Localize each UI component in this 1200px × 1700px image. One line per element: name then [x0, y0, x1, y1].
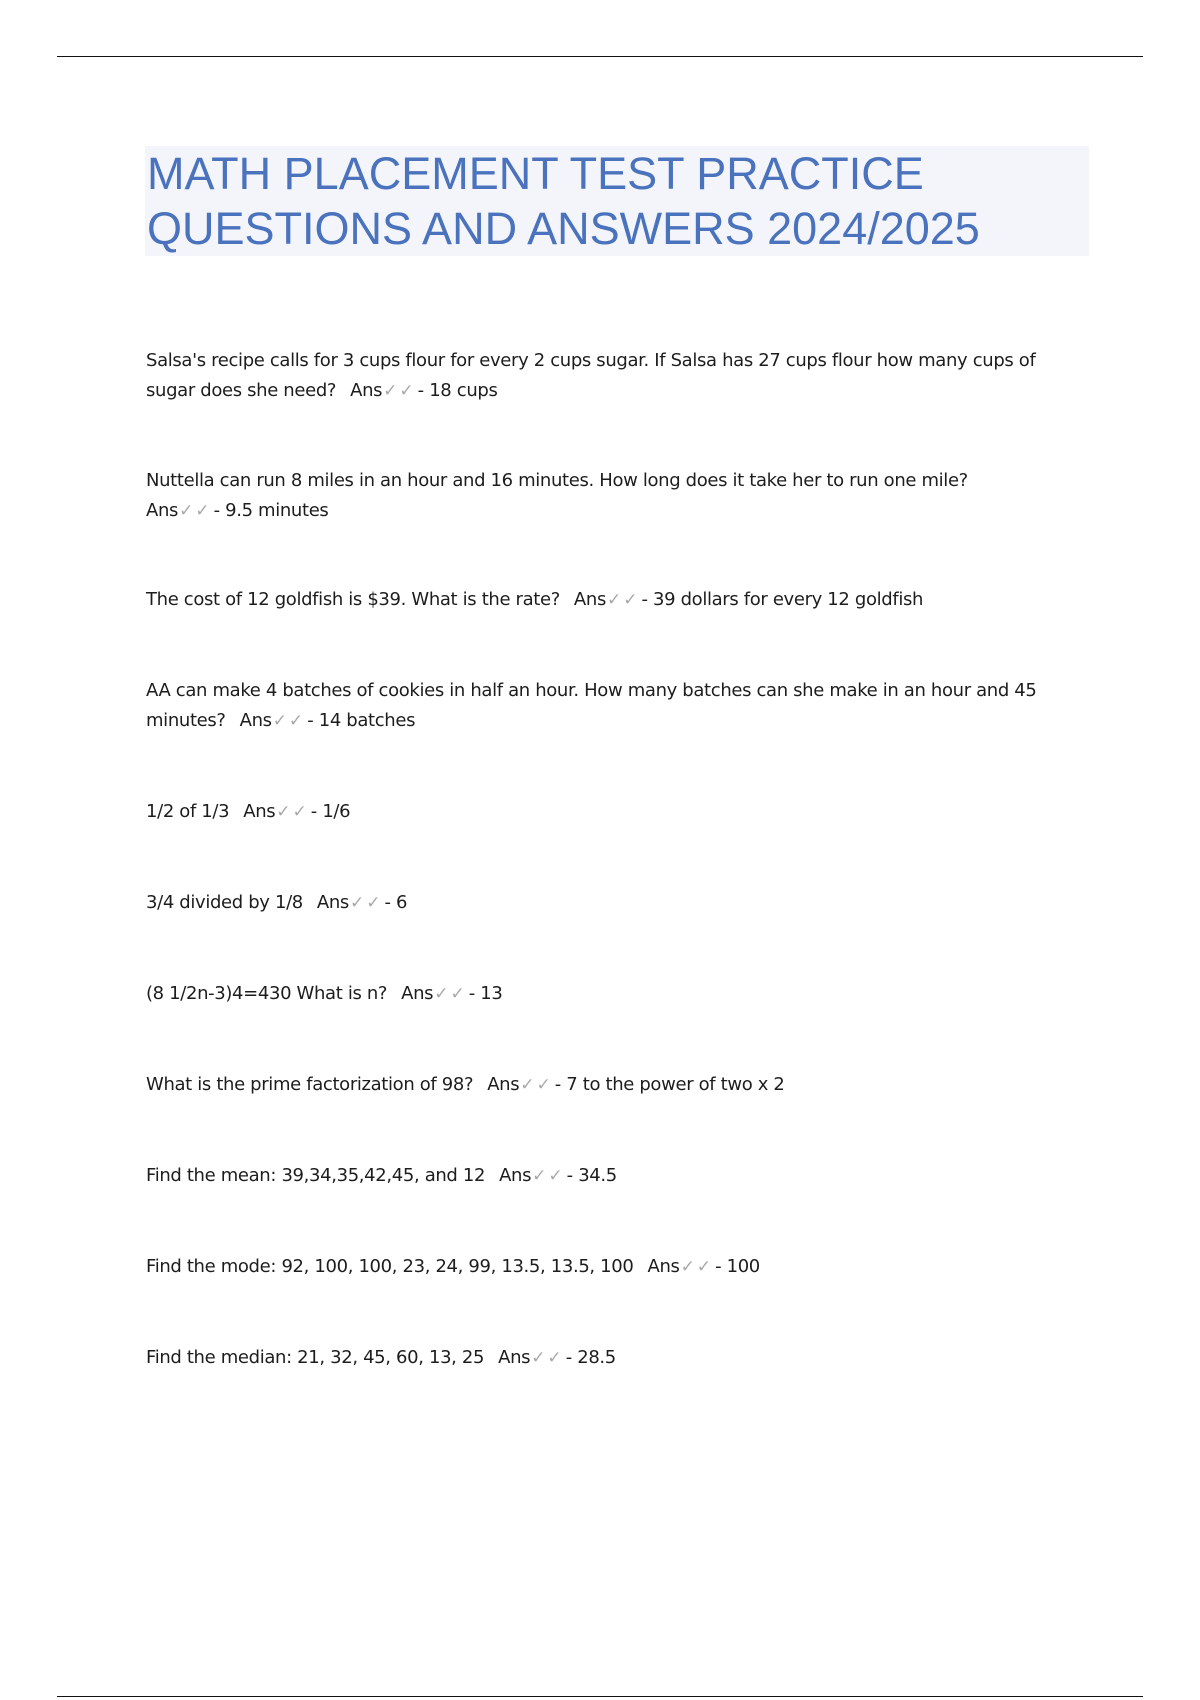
- answer-label: Ans: [243, 801, 276, 822]
- question-text: 3/4 divided by 1/8: [146, 892, 303, 913]
- check-icon: ✓✓: [680, 1257, 714, 1277]
- answer-separator: -: [417, 380, 430, 401]
- question-text: AA can make 4 batches of cookies in half an hour. How many batches can she make in an hour and 45 minutes?: [146, 680, 1037, 731]
- check-icon: ✓✓: [383, 381, 416, 401]
- answer-text: 9.5 minutes: [225, 500, 329, 521]
- answer-text: 39 dollars for every 12 goldfish: [653, 589, 924, 610]
- qa-item-8: [146, 1070, 1066, 1100]
- answer-separator: -: [554, 1074, 567, 1095]
- answer-text: 13: [480, 983, 503, 1004]
- qa-item-7: [146, 979, 1066, 1009]
- answer-label: Ans: [498, 1347, 531, 1368]
- question-text: (8 1/2n-3)4=430 What is n?: [146, 983, 388, 1004]
- qa-item-2: [146, 466, 1066, 526]
- qa-item-1: [146, 346, 1066, 406]
- check-icon: ✓✓: [272, 711, 306, 731]
- qa-item-4: [146, 676, 1066, 736]
- answer-text: 28.5: [577, 1347, 616, 1368]
- answer-text: 100: [726, 1256, 760, 1277]
- answer-label: Ans: [647, 1256, 680, 1277]
- qa-item-9: [146, 1161, 1066, 1191]
- check-icon: ✓✓: [276, 802, 309, 822]
- answer-separator: -: [566, 1165, 579, 1186]
- title-line-2: QUESTIONS AND ANSWERS 2024/2025: [147, 203, 980, 254]
- answer-separator: -: [715, 1256, 727, 1277]
- check-icon: ✓✓: [532, 1166, 565, 1186]
- qa-item-11: [146, 1343, 1066, 1373]
- check-icon: ✓✓: [349, 893, 383, 913]
- header-rule: [57, 56, 1143, 57]
- question-text: Find the mean: 39,34,35,42,45, and 12: [146, 1165, 486, 1186]
- qa-item-10: [146, 1252, 1066, 1282]
- answer-label: Ans: [487, 1074, 520, 1095]
- answer-separator: -: [641, 589, 654, 610]
- qa-item-6: [146, 888, 1066, 918]
- qa-item-5: [146, 797, 1066, 827]
- answer-separator: -: [213, 500, 226, 521]
- answer-text: 34.5: [578, 1165, 617, 1186]
- check-icon: ✓✓: [606, 590, 640, 610]
- answer-separator: -: [310, 801, 323, 822]
- answer-separator: -: [468, 983, 481, 1004]
- answer-label: Ans: [401, 983, 434, 1004]
- answer-text: 6: [395, 892, 408, 913]
- check-icon: ✓✓: [531, 1348, 564, 1368]
- answer-separator: -: [565, 1347, 578, 1368]
- answer-label: Ans: [239, 710, 272, 731]
- question-text: What is the prime factorization of 98?: [146, 1074, 474, 1095]
- answer-text: 7 to the power of two x 2: [566, 1074, 785, 1095]
- answer-text: 14 batches: [318, 710, 416, 731]
- question-text: 1/2 of 1/3: [146, 801, 230, 822]
- title-line-1: MATH PLACEMENT TEST PRACTICE: [147, 148, 924, 199]
- check-icon: ✓✓: [179, 501, 212, 521]
- answer-separator: -: [307, 710, 319, 731]
- answer-label: Ans: [573, 589, 606, 610]
- answer-text: 18 cups: [429, 380, 498, 401]
- check-icon: ✓✓: [434, 984, 467, 1004]
- question-text: Salsa's recipe calls for 3 cups flour for every 2 cups sugar. If Salsa has 27 cups flour how many cups of sugar does she need?: [146, 350, 1036, 401]
- answer-separator: -: [384, 892, 396, 913]
- question-text: Find the mode: 92, 100, 100, 23, 24, 99, 13.5, 13.5, 100: [146, 1256, 634, 1277]
- answer-text: 1/6: [322, 801, 351, 822]
- answer-label: Ans: [146, 500, 179, 521]
- document-title: [145, 146, 1089, 256]
- answer-label: Ans: [316, 892, 349, 913]
- question-text: Nuttella can run 8 miles in an hour and 16 minutes. How long does it take her to run one mile?: [146, 470, 968, 491]
- question-text: Find the median: 21, 32, 45, 60, 13, 25: [146, 1347, 485, 1368]
- question-text: The cost of 12 goldfish is $39. What is the rate?: [146, 589, 560, 610]
- footer-rule: [57, 1696, 1143, 1697]
- check-icon: ✓✓: [520, 1075, 553, 1095]
- answer-label: Ans: [350, 380, 383, 401]
- qa-item-3: [146, 585, 1066, 615]
- answer-label: Ans: [499, 1165, 532, 1186]
